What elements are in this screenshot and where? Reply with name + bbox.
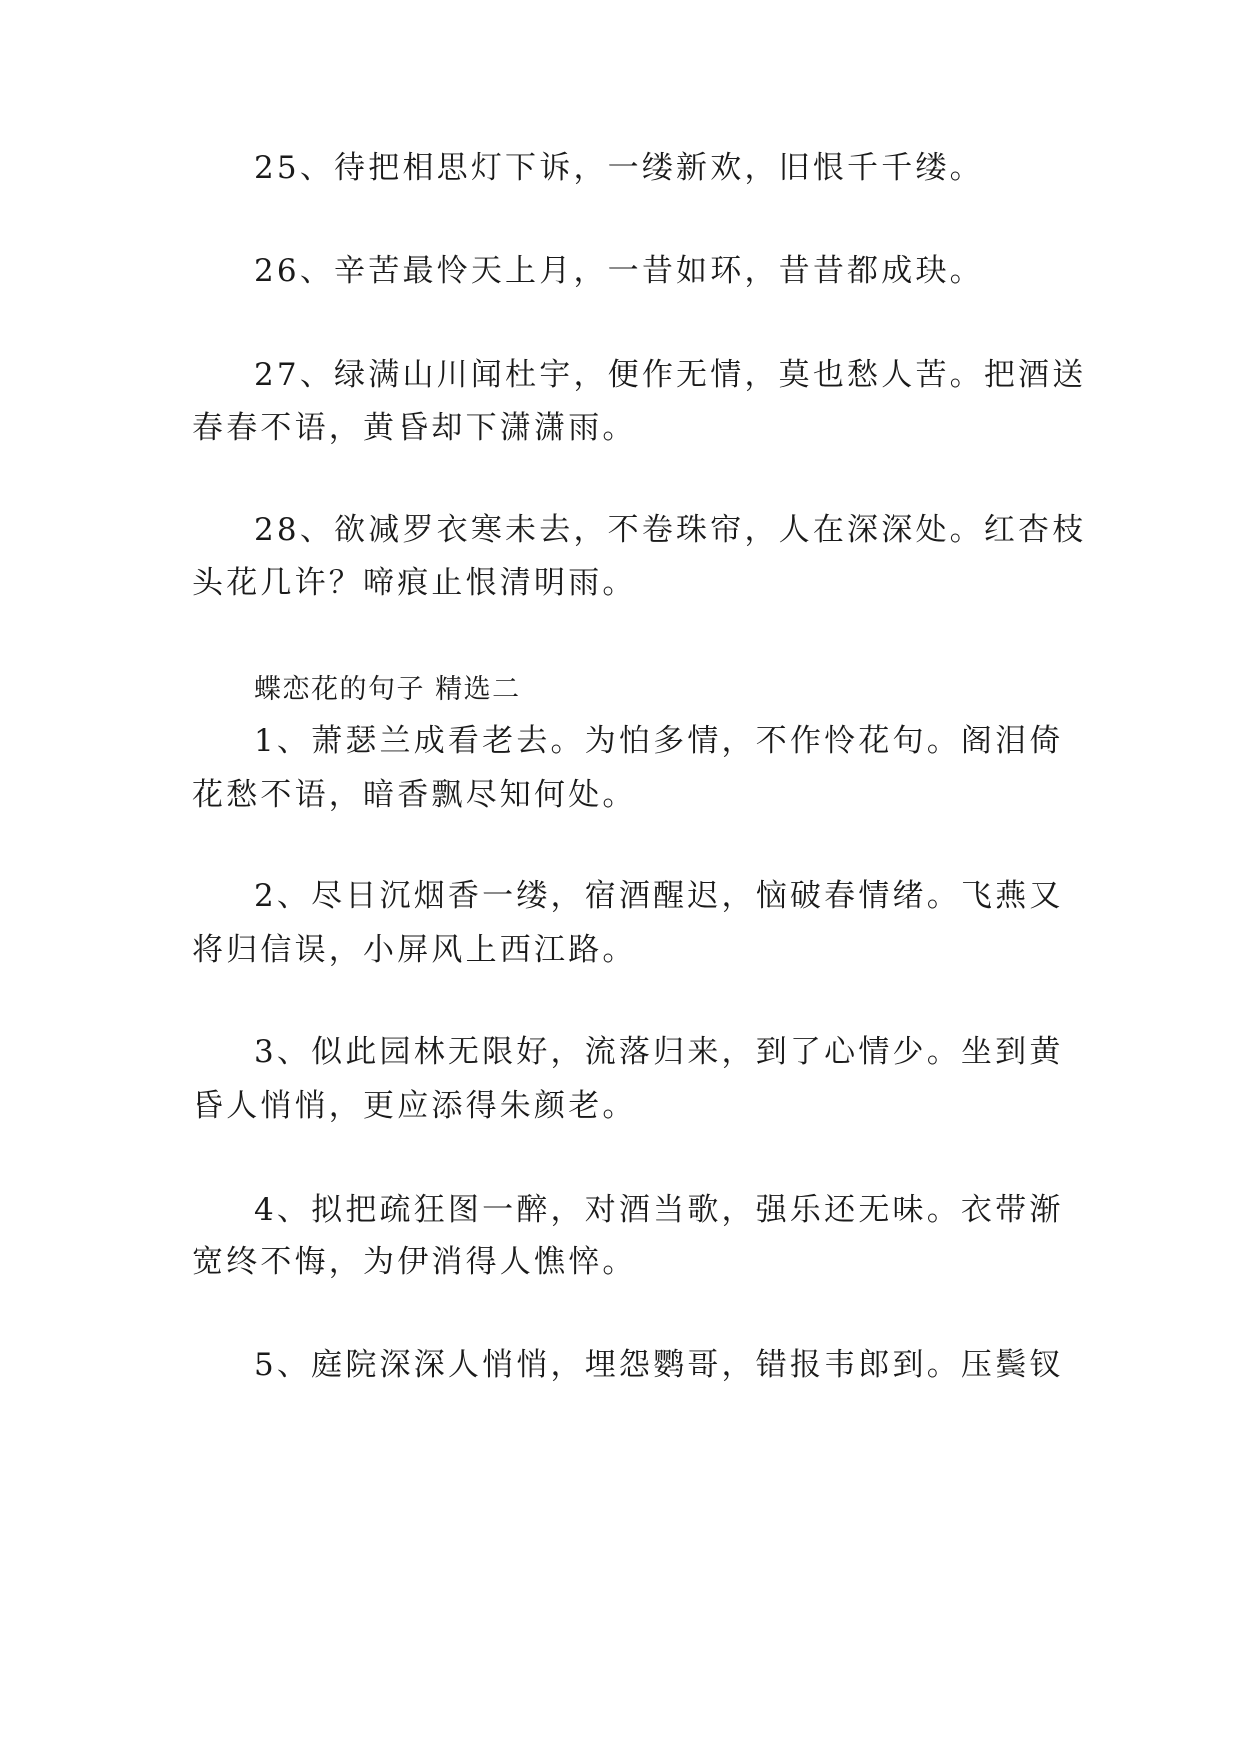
verse-2-line-2: 将归信误，小屏风上西江路。	[192, 932, 637, 968]
verse-26-line-1: 26、辛苦最怜天上月，一昔如环，昔昔都成玦。	[254, 253, 984, 289]
verse-28-line-2: 头花几许？啼痕止恨清明雨。	[192, 565, 637, 601]
verse-25-line-1: 25、待把相思灯下诉，一缕新欢，旧恨千千缕。	[254, 150, 984, 186]
verse-3-line-1: 3、似此园林无限好，流落归来，到了心情少。坐到黄	[254, 1034, 1064, 1070]
verse-2-line-1: 2、尽日沉烟香一缕，宿酒醒迟，恼破春情绪。飞燕又	[254, 878, 1064, 914]
section-heading: 蝶恋花的句子 精选二	[254, 674, 521, 705]
verse-4-line-2: 宽终不悔，为伊消得人憔悴。	[192, 1244, 637, 1280]
verse-5-line-1: 5、庭院深深人悄悄，埋怨鹦哥，错报韦郎到。压鬓钗	[254, 1347, 1064, 1383]
verse-4-line-1: 4、拟把疏狂图一醉，对酒当歌，强乐还无味。衣带渐	[254, 1192, 1064, 1228]
verse-1-line-1: 1、萧瑟兰成看老去。为怕多情，不作怜花句。阁泪倚	[254, 723, 1064, 759]
verse-27-line-2: 春春不语，黄昏却下潇潇雨。	[192, 410, 637, 446]
verse-3-line-2: 昏人悄悄，更应添得朱颜老。	[192, 1088, 637, 1124]
verse-1-line-2: 花愁不语，暗香飘尽知何处。	[192, 777, 637, 813]
verse-27-line-1: 27、绿满山川闻杜宇，便作无情，莫也愁人苦。把酒送	[254, 357, 1087, 393]
verse-28-line-1: 28、欲减罗衣寒未去，不卷珠帘，人在深深处。红杏枝	[254, 512, 1087, 548]
